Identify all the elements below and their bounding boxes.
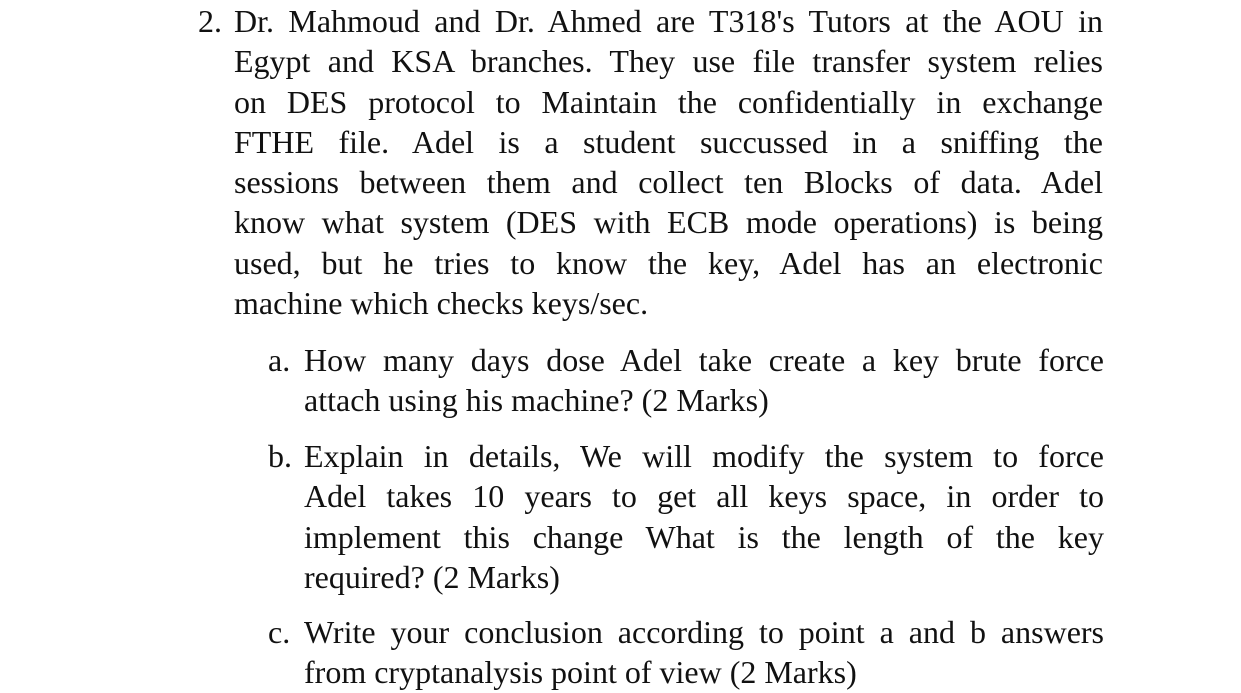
subquestion-text-line: Write your conclusion according to point a and b answers [304,614,1104,650]
subquestion-line [268,436,1104,476]
question-body [198,41,1103,323]
subquestion-text-line: Adel takes 10 years to get all keys space, in order to [304,478,1104,515]
subquestion-text-line: How many days dose Adel take create a key brute force [304,342,1104,378]
question-text-line: FTHE file. Adel is a student succussed in a sniffing the [234,123,1103,160]
subquestion-b [268,436,1104,597]
subquestion-label: c. [268,614,291,650]
subquestion-line [268,612,1104,652]
subquestion-text-line: attach using his machine? (2 Marks) [304,382,769,419]
subquestion-text-line: implement this change What is the length of the key [304,518,1104,555]
subquestion-a [268,340,1104,421]
subquestion-label: b. [268,438,292,474]
question-text-line: Egypt and KSA branches. They use file transfer system relies [234,43,1103,80]
question-text-line: used, but he tries to know the key, Adel has an electronic [234,244,1103,281]
question-text-line: machine which checks keys/sec. [234,285,649,322]
question-text-line: know what system (DES with ECB mode operations) is being [234,204,1103,241]
question-number: 2. [198,3,222,39]
question-text-line: sessions between them and collect ten Blocks of data. Adel [234,164,1103,201]
question-2 [198,0,1103,323]
subquestion-text-line: Explain in details, We will modify the system to force [304,438,1104,474]
question-text-line: Dr. Mahmoud and Dr. Ahmed are T318's Tutors at the AOU in [234,3,1103,39]
subquestion-c [268,612,1104,693]
question-text-line: on DES protocol to Maintain the confidentially in exchange [234,83,1103,120]
question-line [198,1,1103,41]
subquestion-text-line: required? (2 Marks) [304,558,560,595]
subquestion-text-line: from cryptanalysis point of view (2 Marks) [304,654,857,691]
subquestion-label: a. [268,342,291,378]
subquestion-line [268,340,1104,380]
